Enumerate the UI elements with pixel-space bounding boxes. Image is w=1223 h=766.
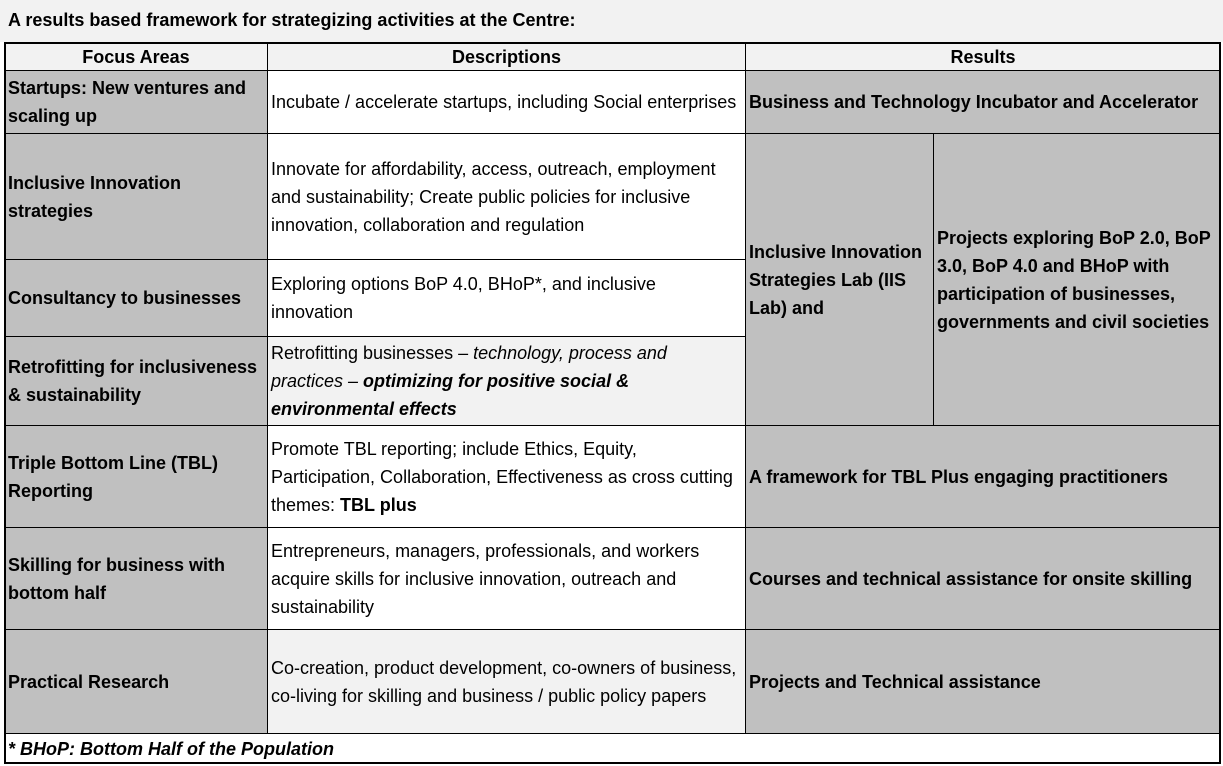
focus-consultancy: Consultancy to businesses bbox=[4, 259, 268, 337]
focus-retrofitting: Retrofitting for inclusiveness & sustainability bbox=[4, 336, 268, 426]
result-incubator: Business and Technology Incubator and Accelerator bbox=[745, 70, 1221, 134]
header-focus-areas: Focus Areas bbox=[4, 42, 268, 71]
description-consultancy: Exploring options BoP 4.0, BHoP*, and inclusive innovation bbox=[267, 259, 746, 337]
description-retrofitting bbox=[267, 336, 746, 426]
description-practical-research: Co-creation, product development, co-owners of business, co-living for skilling and business / public policy papers bbox=[267, 629, 746, 734]
title-bar bbox=[0, 0, 1223, 42]
page-title: A results based framework for strategizing activities at the Centre: bbox=[8, 10, 576, 30]
footnote: * BHoP: Bottom Half of the Population bbox=[4, 733, 1221, 764]
retrofitting-plain: Retrofitting businesses – bbox=[271, 343, 474, 363]
description-skilling: Entrepreneurs, managers, professionals, and workers acquire skills for inclusive innovation, outreach and sustainability bbox=[267, 527, 746, 630]
result-courses: Courses and technical assistance for onsite skilling bbox=[745, 527, 1221, 630]
retrofitting-italic: technology, process and practices – bbox=[271, 343, 667, 391]
focus-tbl-reporting: Triple Bottom Line (TBL) Reporting bbox=[4, 425, 268, 528]
result-iis-lab: Inclusive Innovation Strategies Lab (IIS Lab) and bbox=[745, 133, 934, 426]
focus-inclusive-innovation: Inclusive Innovation strategies bbox=[4, 133, 268, 260]
result-bop-projects: Projects exploring BoP 2.0, BoP 3.0, BoP 4.0 and BHoP with participation of businesses, governments and civil societies bbox=[933, 133, 1221, 426]
tbl-bold: TBL plus bbox=[340, 494, 417, 515]
tbl-plain: Promote TBL reporting; include Ethics, Equity, Participation, Collaboration, Effectiveness as cross cutting themes: bbox=[271, 438, 733, 515]
description-inclusive-innovation: Innovate for affordability, access, outreach, employment and sustainability; Create public policies for inclusive innovation, collaboration and regulation bbox=[267, 133, 746, 260]
description-startups: Incubate / accelerate startups, including Social enterprises bbox=[267, 70, 746, 134]
result-tbl-framework: A framework for TBL Plus engaging practitioners bbox=[745, 425, 1221, 528]
focus-startups: Startups: New ventures and scaling up bbox=[4, 70, 268, 134]
header-results: Results bbox=[745, 42, 1221, 71]
retrofitting-bold-italic: optimizing for positive social & environmental effects bbox=[271, 371, 630, 419]
focus-practical-research: Practical Research bbox=[4, 629, 268, 734]
result-projects-technical: Projects and Technical assistance bbox=[745, 629, 1221, 734]
description-tbl-reporting bbox=[267, 425, 746, 528]
focus-skilling: Skilling for business with bottom half bbox=[4, 527, 268, 630]
header-descriptions: Descriptions bbox=[267, 42, 746, 71]
